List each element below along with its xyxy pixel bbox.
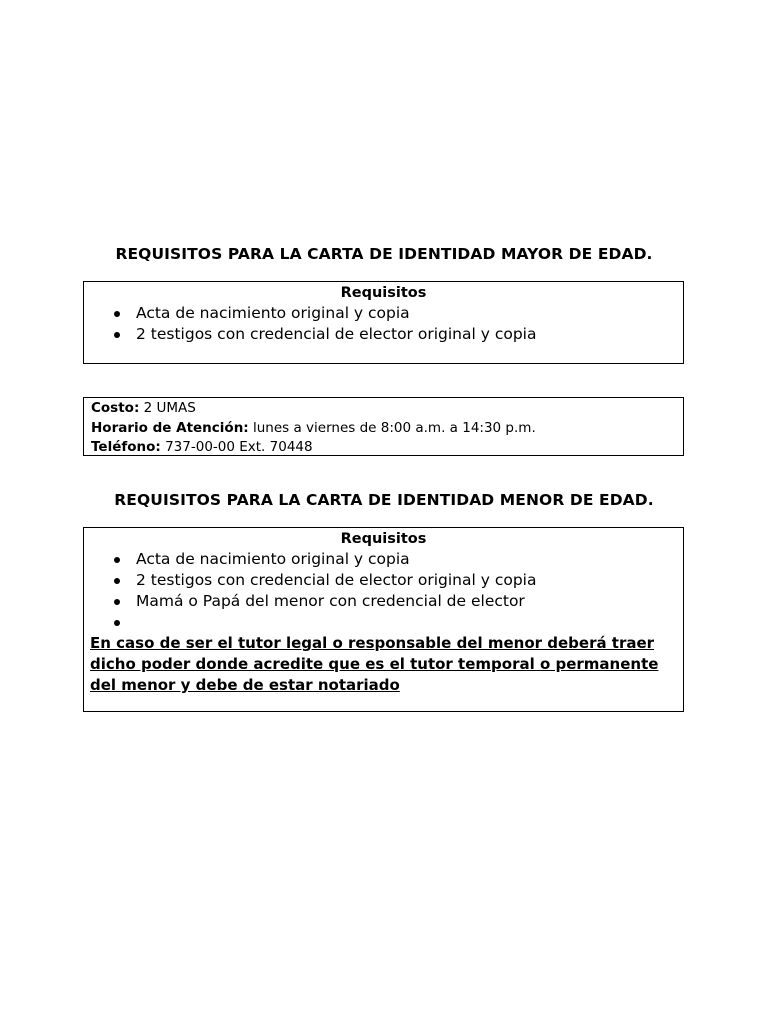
adult-requirements-list [84,303,683,345]
cost-value: 2 UMAS [139,400,196,416]
phone-value: 737-00-00 Ext. 70448 [160,439,313,455]
minor-requirements-box [83,527,684,712]
requirement-text: 2 testigos con credencial de elector original y copia [136,325,537,343]
bullet-icon [114,311,120,317]
phone-label: Teléfono: [91,439,161,455]
bullet-icon [114,599,120,605]
minor-requirements-list [84,549,683,633]
bullet-icon [114,332,120,338]
list-item [84,570,683,591]
requirement-text: Mamá o Papá del menor con credencial de elector [136,592,525,610]
bullet-icon [114,620,120,626]
hours-label: Horario de Atención: [91,419,249,436]
bullet-icon [114,578,120,584]
guardian-note: En caso de ser el tutor legal o responsable del menor deberá traer dicho poder donde acredite que es el tutor temporal o permanente del menor y debe de estar notariado [90,634,659,694]
requirement-text: Acta de nacimiento original y copia [136,550,410,568]
bullet-icon [114,557,120,563]
adult-requirements-heading: REQUISITOS PARA LA CARTA DE IDENTIDAD MAYOR DE EDAD. [115,245,653,263]
list-item [84,612,683,633]
info-box [83,397,684,456]
list-item [84,324,683,345]
minor-requirements-heading: REQUISITOS PARA LA CARTA DE IDENTIDAD MENOR DE EDAD. [114,491,654,509]
requirement-text: 2 testigos con credencial de elector original y copia [136,571,537,589]
hours-value: lunes a viernes de 8:00 a.m. a 14:30 p.m. [248,419,536,436]
adult-requirements-box [83,281,684,364]
phone-line [84,438,683,458]
list-item [84,591,683,612]
hours-line [84,419,683,439]
cost-line [84,399,683,419]
adult-requirements-title: Requisitos [340,285,427,301]
cost-label: Costo: [91,400,140,416]
list-item [84,303,683,324]
list-item [84,549,683,570]
minor-requirements-title: Requisitos [340,531,427,547]
requirement-text: Acta de nacimiento original y copia [136,304,410,322]
